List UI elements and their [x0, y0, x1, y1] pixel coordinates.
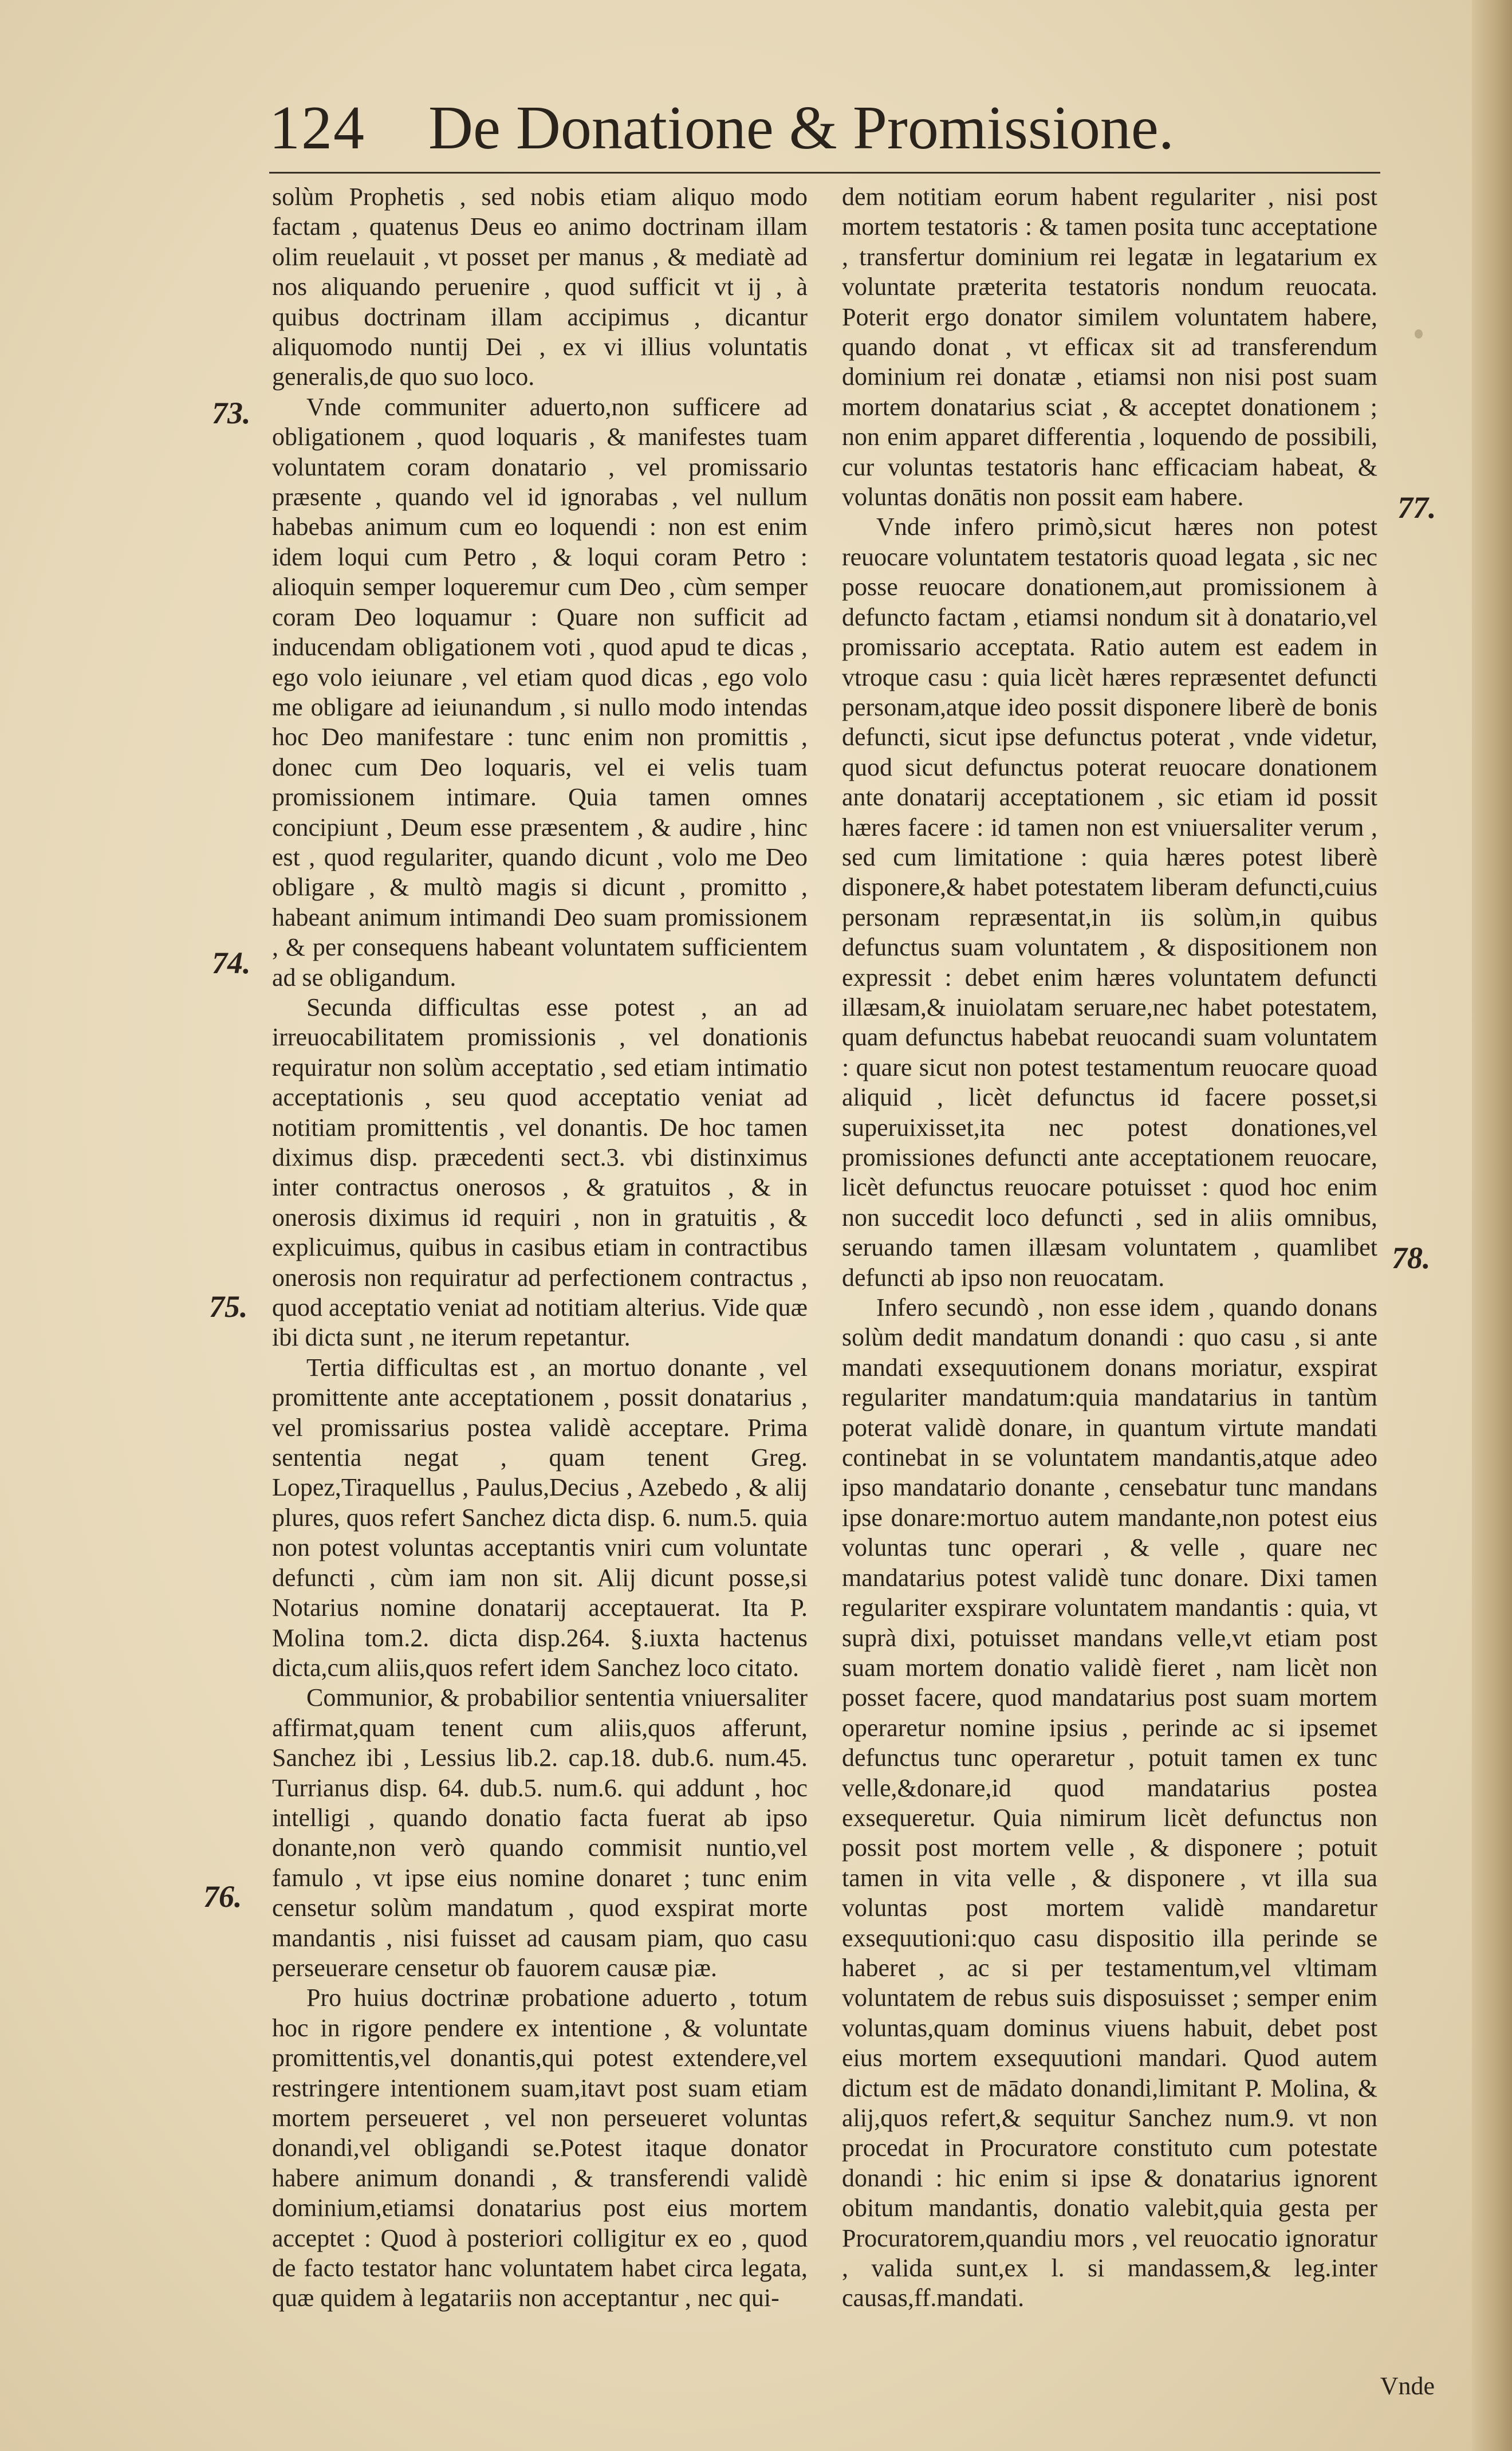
paragraph: Pro huius doctrinæ probatione aduerto , totum hoc in rigore pendere ex intentione , & voluntate promittentis,vel donantis,qui potest extendere,vel restringere intentionem suam,itavt post suam etiam mortem perseueret , vel non perseueret voluntas donandi,vel obligandi se.Potest itaque donator habere animum donandi , & transferendi validè dominium,etiamsi donatarius post eius mortem acceptet : Quod à posteriori colligitur ex eo , quod de facto testator hanc voluntatem habet circa legata, quæ quidem à legatariis non acceptantur , nec qui-: [272, 1984, 808, 2312]
paragraph: Secunda difficultas esse potest , an ad irreuocabilitatem promissionis , vel donationis requiratur non solùm acceptatio , sed etiam intimatio acceptationis , seu quod acceptatio veniat ad notitiam promittentis , vel donantis. De hoc tamen diximus disp. præcedenti sect.3. vbi distinximus inter contractus onerosos , & gratuitos , & in onerosis diximus id requiri , non in gratuitis , & explicuimus, quibus in casibus etiam in contractibus onerosis non requiratur ad perfectionem contractus , quod acceptatio veniat ad notitiam alterius. Vide quæ ibi dicta sunt , ne iterum repetantur.: [272, 993, 808, 1352]
paragraph: Tertia difficultas est , an mortuo donante , vel promittente ante acceptationem , possit donatarius , vel promissarius postea validè acceptare. Prima sententia negat , quam tenent Greg. Lopez,Tiraquellus , Paulus,Decius , Azebedo , & alij plures, quos refert Sanchez dicta disp. 6. num.5. quia non potest voluntas acceptantis vniri cum voluntate defuncti , cùm iam non sit. Alij dicunt posse,si Notarius nomine donatarij acceptauerat. Ita P. Molina tom.2. dicta disp.264. §.iuxta hactenus dicta,cum aliis,quos refert idem Sanchez loco citato.: [272, 1353, 808, 1682]
ink-spot: [1415, 329, 1423, 339]
margin-number: 74.: [212, 946, 251, 980]
right-text-column: [842, 182, 1377, 2314]
margin-number: 77.: [1397, 490, 1436, 525]
margin-number: 78.: [1392, 1241, 1431, 1275]
paragraph: Vnde infero primò,sicut hæres non potest reuocare voluntatem testatoris quoad legata , sic nec posse reuocare donationem,aut promissionem à defuncto factam , etiamsi nondum sit à donatario,vel promissario acceptata. Ratio autem est eadem in vtroque casu : quia licèt hæres repræsentet defuncti personam,atque ideo possit disponere liberè de bonis defuncti, sicut ipse defunctus poterat , vnde videtur, quod sicut defunctus poterat reuocare donationem ante donatarij acceptationem , sic etiam id possit hæres facere : id tamen non est vniuersaliter verum , sed cum limitatione : quia hæres potest liberè disponere,& habet potestatem liberam defuncti,cuius personam repræsentat,in iis solùm,in quibus defunctus suam voluntatem , & dispositionem non expressit : debet enim hæres voluntatem defuncti illæsam,& inuiolatam seruare,nec habet potestatem, quam defunctus habebat reuocandi suam voluntatem : quare sicut non potest testamentum reuocare quoad aliquid , licèt defunctus id facere posset,si superuixisset,ita nec potest donationes,vel promissiones defuncti ante acceptationem reuocare, licèt defunctus reuocare potuisset : quod hoc enim non succedit loco defuncti , sed in aliis omnibus, seruando tamen illæsam voluntatem , quamlibet defuncti ab ipso non reuocatam.: [842, 513, 1377, 1292]
margin-number: 75.: [209, 1289, 248, 1324]
page-title: De Donatione & Promissione.: [428, 94, 1174, 162]
paragraph: solùm Prophetis , sed nobis etiam aliquo modo factam , quatenus Deus eo animo doctrinam illam olim reuelauit , vt posset per manus , & mediatè ad nos aliquando peruenire , quod sufficit vt ij , à quibus doctrinam illam accipimus , dicantur aliquomodo nuntij Dei , ex vi illius voluntatis generalis,de quo suo loco.: [272, 183, 808, 391]
paragraph: Vnde communiter aduerto,non sufficere ad obligationem , quod loquaris , & manifestes tuam voluntatem coram donatario , vel promissario præsente , quando vel id ignorabas , vel nullum habebas animum cum eo loquendi : non est enim idem loqui cum Petro , & loqui coram Petro : alioquin semper loqueremur cum Deo , cùm semper coram Deo loquamur : Quare non sufficit ad inducendam obligationem voti , quod apud te dicas , ego volo ieiunare , vel etiam quod dicas , ego volo me obligare ad ieiunandum , si nullo modo intendas hoc Deo manifestare : tunc enim non promittis , donec cum Deo loquaris, vel ei velis tuam promissionem intimare. Quia tamen omnes concipiunt , Deum esse præsentem , & audire , hinc est , quod regulariter, quando dicunt , volo me Deo obligare , & multò magis si dicunt , promitto , habeant animum intimandi Deo suam promissionem , & per consequens habeant voluntatem sufficientem ad se obligandum.: [272, 392, 808, 992]
margin-number: 73.: [212, 396, 251, 430]
catchword: Vnde: [1380, 2372, 1435, 2400]
page-number: 124: [269, 94, 365, 162]
page-spine-edge: [1472, 0, 1512, 2451]
left-text-column: [272, 182, 808, 2314]
paragraph: Infero secundò , non esse idem , quando donans solùm dedit mandatum donandi : quo casu , si ante mandati exsequutionem donans moriatur, exspirat regulariter mandatum:quia mandatarius in tantùm poterat validè donare, in quantum virtute mandati continebat in se voluntatem mandantis,atque adeo ipso mandatario donante , censebatur tunc mandans ipse donare:mortuo autem mandante,non potest eius voluntas tunc operari , & velle , quare nec mandatarius potest validè tunc donare. Dixi tamen regulariter exspirare voluntatem mandantis : quia, vt suprà dixi, potuisset mandans velle,vt etiam post suam mortem donatio validè fieret , nam licèt non posset facere, quod mandatarius post suam mortem operaretur nomine ipsius , perinde ac si ipsemet defunctus tunc operaretur , potuit tamen ex tunc velle,&donare,id quod mandatarius postea exsequeretur. Quia nimirum licèt defunctus non possit post mortem velle , & disponere ; potuit tamen in vita velle , & disponere , vt illa sua voluntas post mortem validè mandaretur exsequutioni:quo casu dispositio illa perinde se haberet , ac si per testamentum,vel vltimam voluntatem de rebus suis disposuisset ; semper enim voluntas,quam dominus viuens habuit, debet post eius mortem exsequutioni mandari. Quod autem dictum est de mādato donandi,limitant P. Molina, & alij,quos refert,& sequitur Sanchez num.9. vt non procedat in Procuratore constituto cum potestate donandi : hic enim si ipse & donatarius ignorent obitum mandantis, donatio valebit,quia gesta per Procuratorem,quandiu mors , vel reuocatio ignoratur , valida sunt,ex l. si mandassem,& leg.inter causas,ff.mandati.: [842, 1293, 1377, 2312]
paragraph: dem notitiam eorum habent regulariter , nisi post mortem testatoris : & tamen posita tunc acceptatione , transfertur dominium rei legatæ in legatarium ex voluntate præterita testatoris nondum reuocata. Poterit ergo donator similem voluntatem habere, quando donat , vt efficax sit ad transferendum dominium rei donatæ , etiamsi non nisi post suam mortem donatarius sciat , & acceptet donationem ; non enim apparet differentia , loquendo de possibili, cur voluntas testatoris hanc efficaciam habeat, & voluntas donātis non possit eam habere.: [842, 183, 1377, 512]
header-rule: [269, 172, 1380, 174]
running-header: [269, 94, 1174, 162]
margin-number: 76.: [203, 1879, 242, 1914]
paragraph: Communior, & probabilior sententia vniuersaliter affirmat,quam tenent cum aliis,quos afferunt, Sanchez ibi , Lessius lib.2. cap.18. dub.6. num.45. Turrianus disp. 64. dub.5. num.6. qui addunt , hoc intelligi , quando donatio facta fuerat ab ipso donante,non verò quando commisit nuntio,vel famulo , vt ipse eius nomine donaret ; tunc enim censetur solùm mandatum , quod exspirat morte mandantis , nisi fuisset ad causam piam, quo casu perseuerare censetur ob fauorem causæ piæ.: [272, 1683, 808, 1982]
